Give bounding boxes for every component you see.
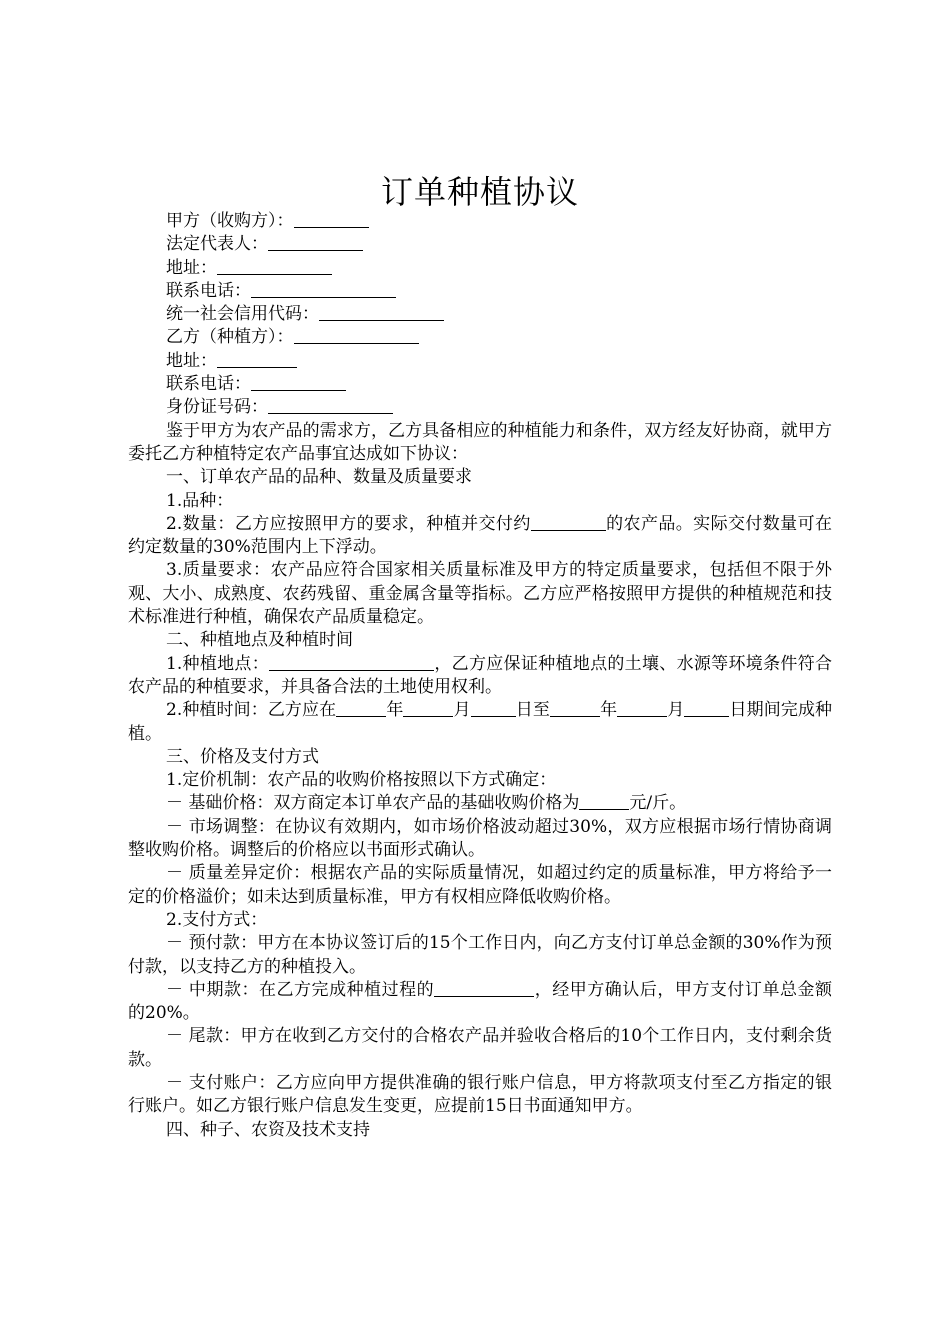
mid-payment-text-b: ，经甲方确认后，甲方支付订单总金额的20%。 bbox=[128, 979, 833, 1024]
party-b-address-label: 地址： bbox=[166, 350, 217, 371]
party-b-id-line bbox=[128, 396, 832, 419]
party-b-address-blank bbox=[217, 350, 297, 368]
start-day-blank bbox=[471, 699, 516, 717]
quantity-clause bbox=[128, 513, 832, 560]
section-1-heading: 一、订单农产品的品种、数量及质量要求 bbox=[166, 467, 472, 488]
party-a-phone-blank bbox=[251, 280, 396, 298]
pricing-clause: 1.定价机制：农产品的收购价格按照以下方式确定： bbox=[166, 770, 557, 791]
document-page bbox=[128, 170, 832, 1142]
variety-clause: 1.品种： bbox=[166, 490, 234, 511]
party-b-id-blank bbox=[268, 396, 393, 414]
party-b-name-blank bbox=[294, 326, 419, 344]
end-month-blank bbox=[617, 699, 667, 717]
planting-time-clause bbox=[128, 699, 832, 746]
party-b-phone-blank bbox=[251, 373, 346, 391]
base-price-blank bbox=[579, 792, 629, 810]
month-label: 月 bbox=[453, 700, 471, 721]
party-a-name-label: 甲方（收购方）： bbox=[166, 211, 294, 231]
mid-payment-blank bbox=[434, 979, 534, 997]
final-payment-clause: － 尾款：甲方在收到乙方交付的合格农产品并验收合格后的10个工作日内，支付剩余货款。 bbox=[128, 1026, 832, 1070]
payment-method-clause: 2.支付方式： bbox=[166, 909, 268, 930]
mid-payment-clause bbox=[128, 979, 832, 1026]
section-2-heading: 二、种植地点及种植时间 bbox=[166, 630, 353, 651]
party-b-phone-line bbox=[128, 373, 832, 396]
quantity-blank bbox=[531, 513, 606, 531]
section-3-heading: 三、价格及支付方式 bbox=[166, 746, 319, 767]
market-adjustment-clause: － 市场调整：在协议有效期内，如市场价格波动超过30%，双方应根据市场行情协商调整收购价格。调整后的价格应以书面形式确认。 bbox=[128, 816, 832, 861]
document-title: 订单种植协议 bbox=[380, 173, 579, 211]
base-price-text-b: 元/斤。 bbox=[629, 793, 687, 814]
planting-place-blank bbox=[269, 653, 434, 671]
party-a-rep-label: 法定代表人： bbox=[166, 234, 268, 255]
quantity-text-b: 的农产品。实际交付数量可在约定数量的30%范围内上下浮动。 bbox=[128, 513, 832, 558]
payment-account-clause: － 支付账户：乙方应向甲方提供准确的银行账户信息，甲方将款项支付至乙方指定的银行账户。如乙方银行账户信息发生变更，应提前15日书面通知甲方。 bbox=[128, 1072, 832, 1117]
party-a-credit-code-label: 统一社会信用代码： bbox=[166, 304, 319, 325]
party-a-credit-code-blank bbox=[319, 303, 444, 321]
base-price-clause bbox=[128, 792, 832, 815]
planting-time-text: 2.种植时间：乙方应在 bbox=[166, 700, 337, 721]
base-price-text-a: － 基础价格：双方商定本订单农产品的基础收购价格为 bbox=[166, 793, 580, 814]
day-to-label: 日至 bbox=[515, 700, 550, 721]
planting-place-clause bbox=[128, 653, 832, 700]
end-year-blank bbox=[550, 699, 600, 717]
party-b-phone-label: 联系电话： bbox=[166, 374, 251, 395]
party-a-rep-line bbox=[128, 233, 832, 256]
day-end-label: 日期间完成种植。 bbox=[128, 700, 833, 744]
party-a-address-label: 地址： bbox=[166, 257, 217, 278]
party-b-name-line bbox=[128, 326, 832, 349]
quantity-text-a: 2.数量：乙方应按照甲方的要求，种植并交付约 bbox=[166, 513, 531, 534]
preamble-paragraph: 鉴于甲方为农产品的需求方，乙方具备相应的种植能力和条件，双方经友好协商，就甲方委托乙方种植特定农产品事宜达成如下协议： bbox=[128, 420, 832, 464]
quality-pricing-clause: － 质量差异定价：根据农产品的实际质量情况，如超过约定的质量标准，甲方将给予一定的价格溢价；如未达到质量标准，甲方有权相应降低收购价格。 bbox=[128, 863, 832, 907]
section-4-heading: 四、种子、农资及技术支持 bbox=[166, 1119, 370, 1140]
year-label: 年 bbox=[386, 700, 404, 721]
party-b-address-line bbox=[128, 350, 832, 373]
party-b-id-label: 身份证号码： bbox=[166, 397, 268, 418]
party-a-phone-label: 联系电话： bbox=[166, 280, 251, 301]
planting-place-text-b: ，乙方应保证种植地点的土壤、水源等环境条件符合农产品的种植要求，并具备合法的土地使用权利。 bbox=[128, 653, 832, 697]
planting-place-text-a: 1.种植地点： bbox=[166, 653, 270, 674]
mid-payment-text-a: － 中期款：在乙方完成种植过程的 bbox=[166, 979, 435, 1000]
party-a-address-blank bbox=[217, 257, 332, 275]
party-a-phone-line bbox=[128, 280, 832, 303]
end-day-blank bbox=[684, 699, 729, 717]
end-month-label: 月 bbox=[667, 700, 685, 721]
party-a-address-line bbox=[128, 257, 832, 280]
start-year-blank bbox=[336, 699, 386, 717]
party-b-name-label: 乙方（种植方）： bbox=[166, 327, 294, 348]
prepayment-clause: － 预付款：甲方在本协议签订后的15个工作日内，向乙方支付订单总金额的30%作为预付款，以支持乙方的种植投入。 bbox=[128, 933, 832, 977]
party-a-credit-code-line bbox=[128, 303, 832, 326]
quality-clause: 3.质量要求：农产品应符合国家相关质量标准及甲方的特定质量要求，包括但不限于外观、大小、成熟度、农药残留、重金属含量等指标。乙方应严格按照甲方提供的种植规范和技术标准进行种植，确保农产品质量稳定。 bbox=[128, 560, 832, 628]
party-a-name-blank bbox=[294, 210, 369, 228]
party-a-rep-blank bbox=[268, 233, 363, 251]
start-month-blank bbox=[403, 699, 453, 717]
end-year-label: 年 bbox=[600, 700, 618, 721]
